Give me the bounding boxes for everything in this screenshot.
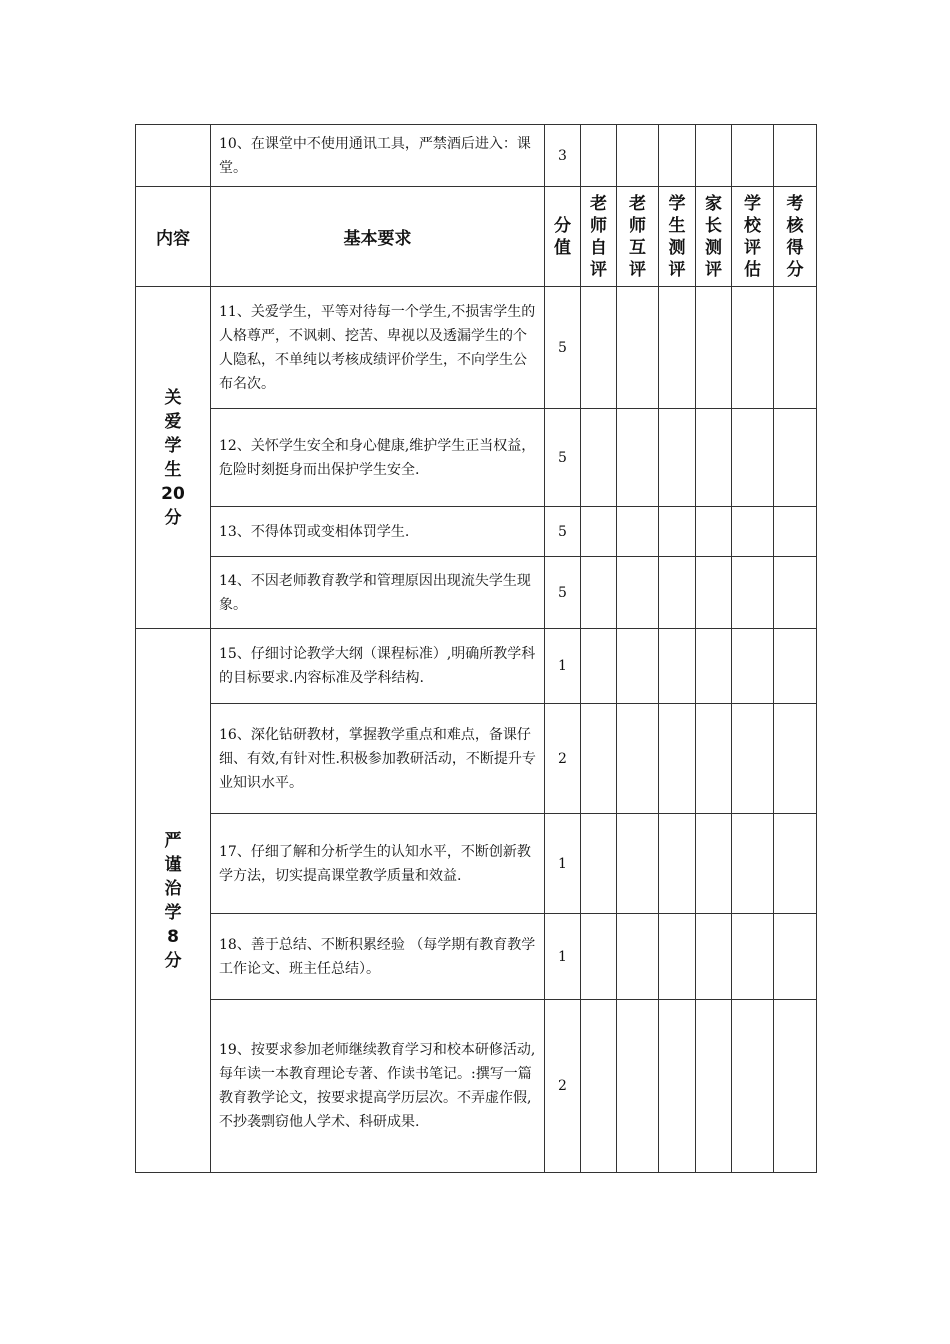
category-rigorous-scholarship (136, 629, 211, 1173)
rating-cell[interactable] (581, 814, 617, 914)
table-row (136, 409, 817, 507)
header-col-label: 考核得分 (786, 193, 804, 280)
rating-cell[interactable] (696, 814, 732, 914)
rating-cell[interactable] (774, 914, 817, 1000)
requirement-text: 18、善于总结、不断积累经验 （每学期有教育教学工作论文、班主任总结）。 (211, 914, 545, 1000)
rating-cell[interactable] (659, 914, 696, 1000)
rating-cell[interactable] (732, 125, 774, 187)
rating-cell[interactable] (659, 125, 696, 187)
score-value: 1 (545, 914, 581, 1000)
table-row (136, 814, 817, 914)
header-parent (696, 187, 732, 287)
table-row (136, 287, 817, 409)
category-char: 关 (164, 387, 182, 408)
rating-cell[interactable] (732, 1000, 774, 1173)
rating-cell[interactable] (696, 914, 732, 1000)
requirement-text: 14、不因老师教育教学和管理原因出现流失学生现象。 (211, 557, 545, 629)
header-final-score (774, 187, 817, 287)
rating-cell[interactable] (617, 507, 659, 557)
header-content: 内容 (136, 187, 211, 287)
rating-cell[interactable] (617, 125, 659, 187)
rating-cell[interactable] (659, 814, 696, 914)
requirement-text: 12、关怀学生安全和身心健康,维护学生正当权益，危险时刻挺身而出保护学生安全. (211, 409, 545, 507)
rating-cell[interactable] (732, 507, 774, 557)
rating-cell[interactable] (581, 287, 617, 409)
requirement-text: 13、不得体罚或变相体罚学生. (211, 507, 545, 557)
rating-cell[interactable] (617, 1000, 659, 1173)
score-value: 1 (545, 629, 581, 704)
rating-cell[interactable] (581, 914, 617, 1000)
rating-cell[interactable] (581, 507, 617, 557)
category-char: 生 (164, 459, 182, 480)
table-row (136, 557, 817, 629)
score-value: 5 (545, 507, 581, 557)
table-row (136, 704, 817, 814)
header-teacher-self (581, 187, 617, 287)
rating-cell[interactable] (581, 557, 617, 629)
rating-cell[interactable] (696, 507, 732, 557)
category-char: 治 (164, 878, 182, 899)
header-col-label: 老师自评 (590, 193, 607, 280)
table-row (136, 629, 817, 704)
score-value: 1 (545, 814, 581, 914)
header-col-label: 老师互评 (629, 193, 646, 280)
header-col-label: 学生测评 (668, 193, 686, 280)
header-row (136, 187, 817, 287)
category-char: 20 (161, 483, 185, 504)
rating-cell[interactable] (774, 629, 817, 704)
category-care-students (136, 287, 211, 629)
score-value: 2 (545, 704, 581, 814)
table-row (136, 1000, 817, 1173)
rating-cell[interactable] (732, 287, 774, 409)
header-score-label: 分值 (554, 215, 571, 258)
rating-cell[interactable] (732, 704, 774, 814)
rating-cell[interactable] (659, 287, 696, 409)
category-char: 严 (164, 830, 182, 851)
score-value: 5 (545, 287, 581, 409)
rating-cell[interactable] (617, 409, 659, 507)
score-value: 5 (545, 557, 581, 629)
header-col-label: 学校评估 (744, 193, 761, 280)
rating-cell[interactable] (696, 557, 732, 629)
category-char: 分 (164, 950, 182, 971)
rating-cell[interactable] (659, 557, 696, 629)
rating-cell[interactable] (581, 704, 617, 814)
requirement-text: 19、按要求参加老师继续教育学习和校本研修活动,每年读一本教育理论专著、作读书笔记。:撰写一篇教育教学论文，按要求提高学历层次。不弄虚作假,不抄袭剽窃他人学术、科研成果. (211, 1000, 545, 1173)
rating-cell[interactable] (617, 704, 659, 814)
rating-cell[interactable] (659, 507, 696, 557)
category-char: 学 (164, 435, 182, 456)
evaluation-table (135, 124, 817, 1173)
table-row (136, 125, 817, 187)
header-student (659, 187, 696, 287)
rating-cell[interactable] (774, 704, 817, 814)
rating-cell[interactable] (696, 704, 732, 814)
rating-cell[interactable] (581, 125, 617, 187)
header-col-label: 家长测评 (705, 193, 722, 280)
category-char: 谨 (164, 854, 182, 875)
category-char: 8 (167, 926, 179, 947)
rating-cell[interactable] (617, 557, 659, 629)
header-school (732, 187, 774, 287)
rating-cell[interactable] (617, 629, 659, 704)
rating-cell[interactable] (659, 1000, 696, 1173)
rating-cell[interactable] (659, 409, 696, 507)
rating-cell[interactable] (774, 409, 817, 507)
rating-cell[interactable] (774, 557, 817, 629)
requirement-text: 10、在课堂中不使用通讯工具，严禁酒后进入：课堂。 (211, 125, 545, 187)
score-value: 2 (545, 1000, 581, 1173)
rating-cell[interactable] (774, 507, 817, 557)
rating-cell[interactable] (732, 629, 774, 704)
rating-cell[interactable] (696, 287, 732, 409)
header-teacher-peer (617, 187, 659, 287)
rating-cell[interactable] (581, 629, 617, 704)
rating-cell[interactable] (774, 1000, 817, 1173)
category-char: 分 (164, 507, 182, 528)
category-char: 爱 (164, 411, 182, 432)
category-char: 学 (164, 902, 182, 923)
requirement-text: 11、关爱学生，平等对待每一个学生,不损害学生的人格尊严，不讽刺、挖苦、卑视以及透漏学生的个人隐私，不单纯以考核成绩评价学生，不向学生公布名次。 (211, 287, 545, 409)
score-value: 5 (545, 409, 581, 507)
rating-cell[interactable] (659, 704, 696, 814)
rating-cell[interactable] (732, 814, 774, 914)
score-value: 3 (545, 125, 581, 187)
rating-cell[interactable] (732, 914, 774, 1000)
rating-cell[interactable] (581, 409, 617, 507)
rating-cell[interactable] (696, 409, 732, 507)
rating-cell[interactable] (732, 409, 774, 507)
rating-cell[interactable] (696, 1000, 732, 1173)
category-cell-empty (136, 125, 211, 187)
rating-cell[interactable] (774, 814, 817, 914)
rating-cell[interactable] (581, 1000, 617, 1173)
requirement-text: 16、深化钻研教材，掌握教学重点和难点，备课仔细、有效,有针对性.积极参加教研活动，不断提升专业知识水平。 (211, 704, 545, 814)
rating-cell[interactable] (617, 814, 659, 914)
rating-cell[interactable] (617, 914, 659, 1000)
table-row (136, 507, 817, 557)
rating-cell[interactable] (696, 629, 732, 704)
rating-cell[interactable] (774, 125, 817, 187)
header-requirement: 基本要求 (211, 187, 545, 287)
rating-cell[interactable] (659, 629, 696, 704)
requirement-text: 17、仔细了解和分析学生的认知水平，不断创新教学方法，切实提高课堂教学质量和效益. (211, 814, 545, 914)
rating-cell[interactable] (696, 125, 732, 187)
rating-cell[interactable] (617, 287, 659, 409)
header-score (545, 187, 581, 287)
table-row (136, 914, 817, 1000)
rating-cell[interactable] (732, 557, 774, 629)
rating-cell[interactable] (774, 287, 817, 409)
requirement-text: 15、仔细讨论教学大纲（课程标准）,明确所教学科的目标要求.内容标准及学科结构. (211, 629, 545, 704)
